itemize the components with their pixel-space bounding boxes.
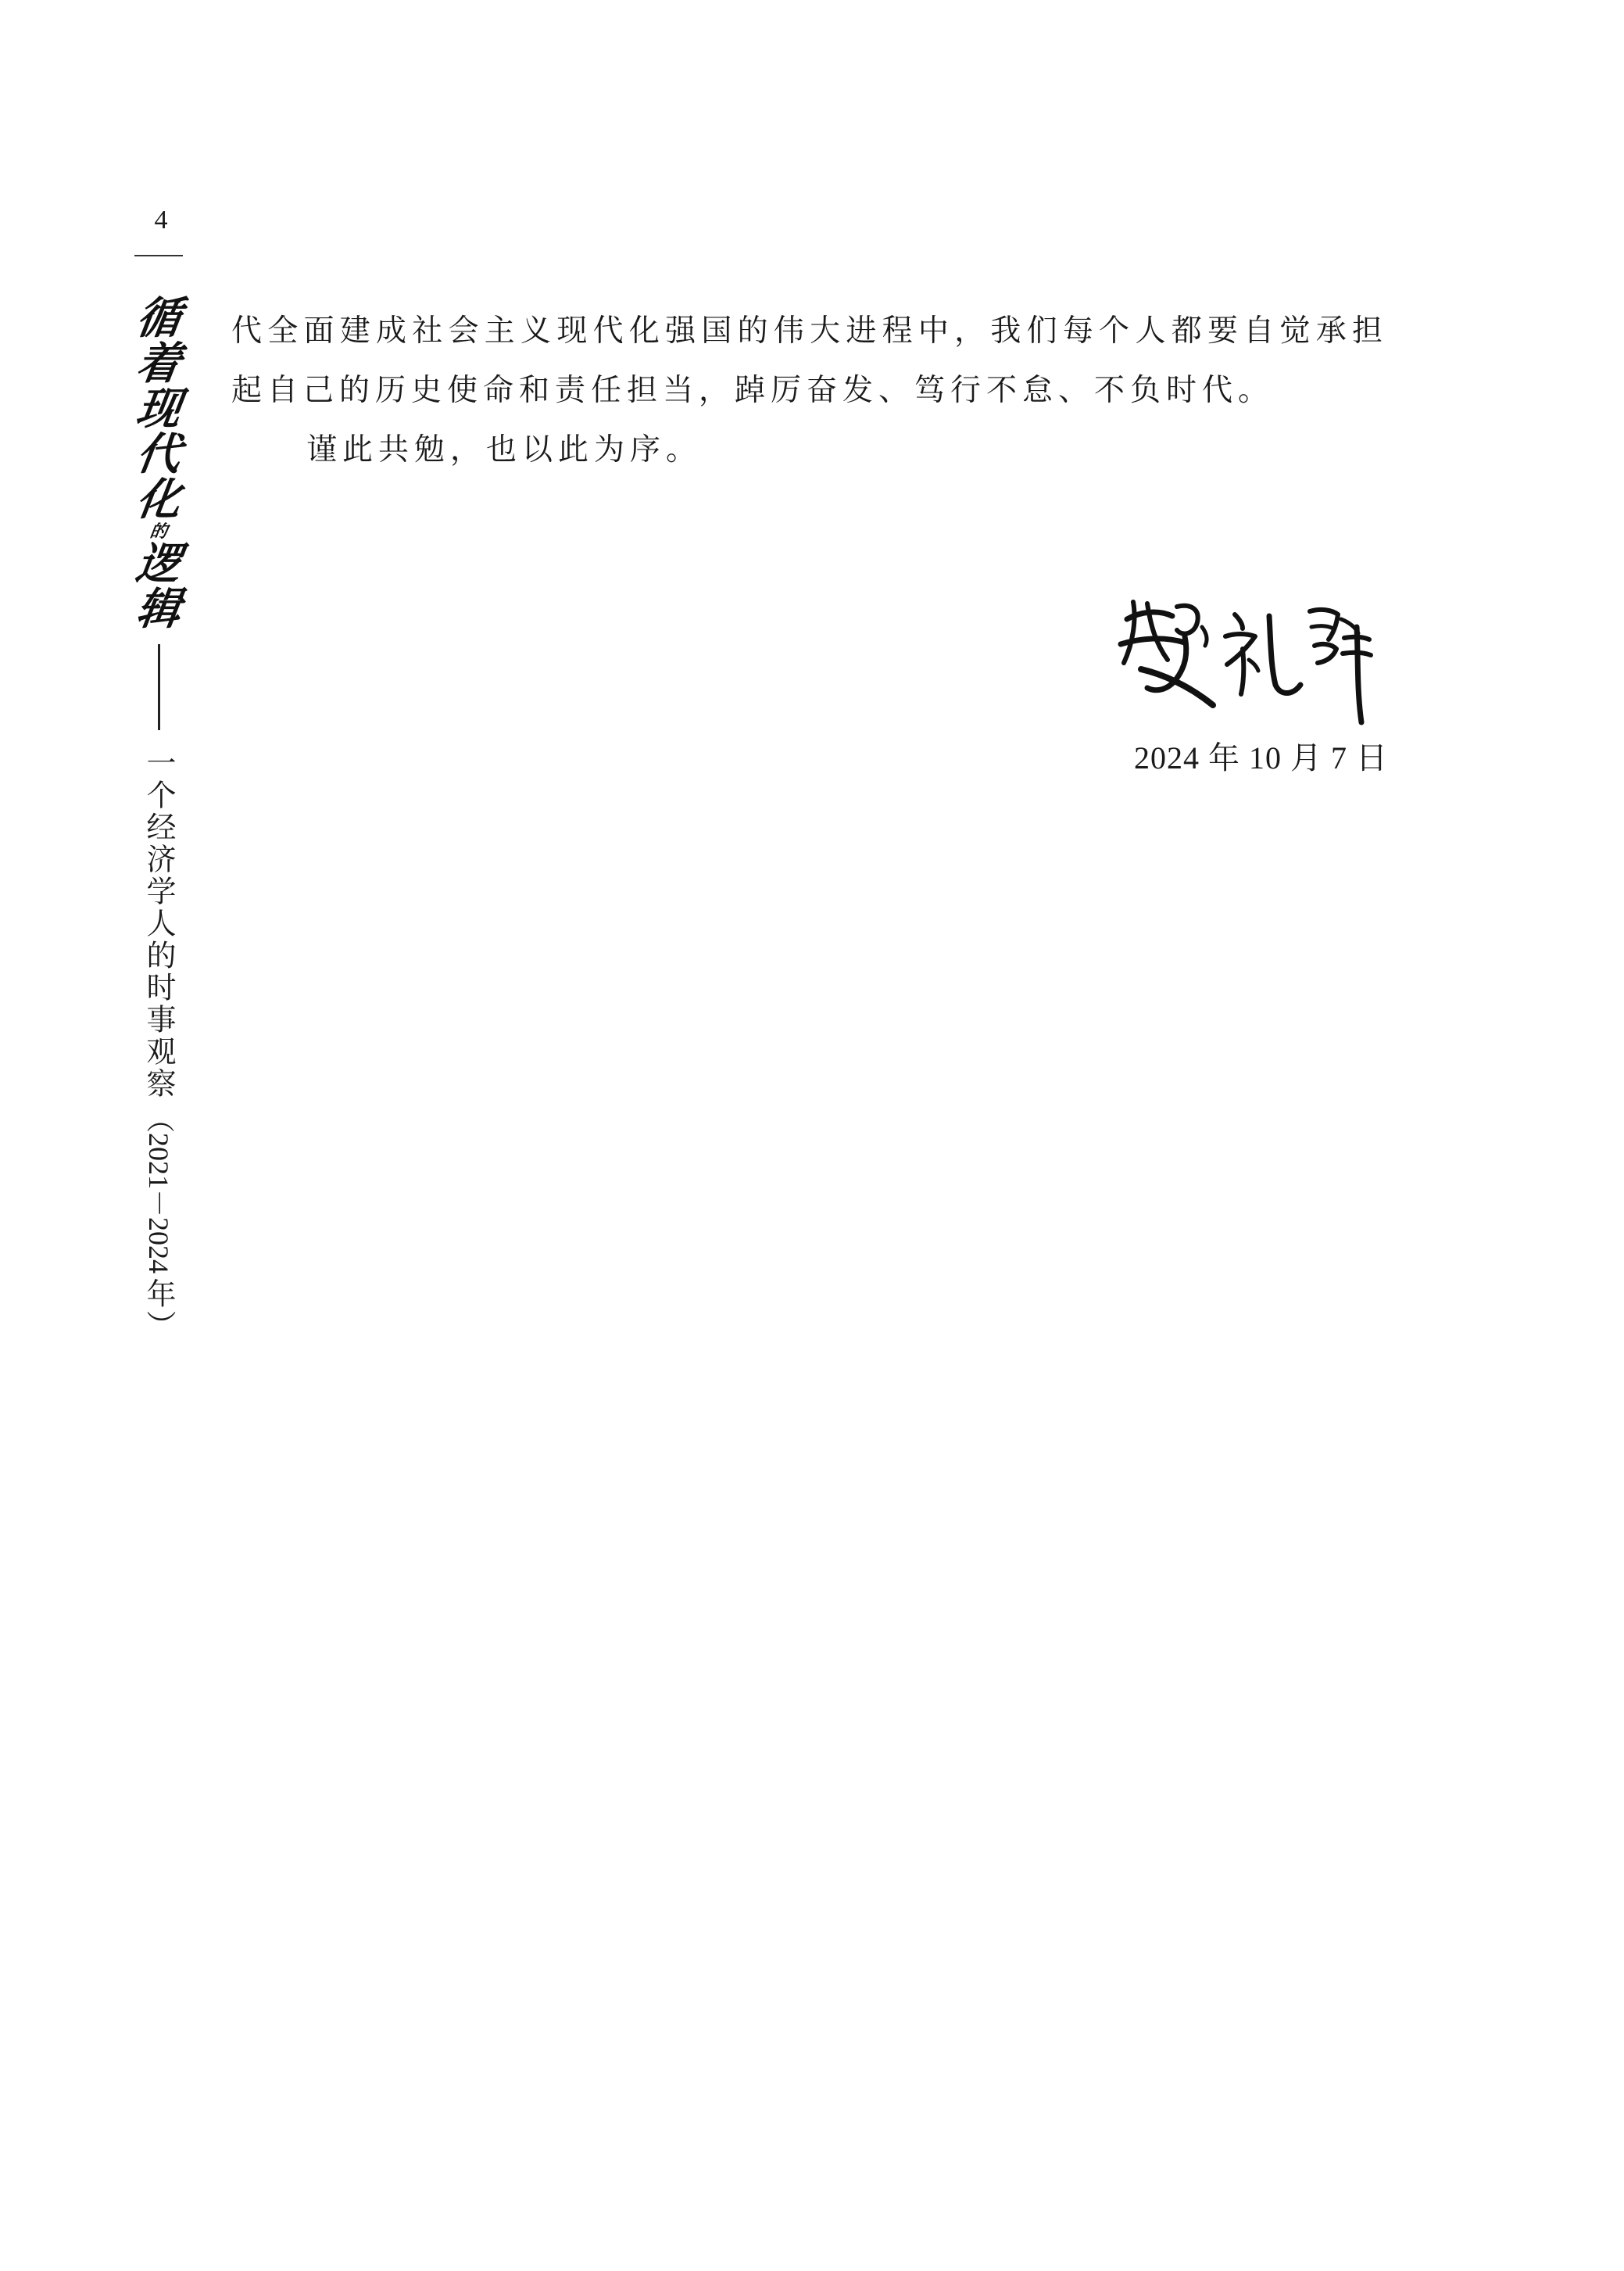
title-char: 的: [148, 521, 169, 542]
title-char: 现: [133, 383, 184, 435]
body-paragraph-2: 谨此共勉，也以此为序。: [306, 432, 703, 467]
calligraphy-book-title: [131, 292, 186, 635]
date-line: 2024 年 10 月 7 日: [1134, 740, 1388, 776]
title-char: 化: [133, 474, 184, 525]
title-char: 代: [133, 428, 184, 480]
body-text: [231, 302, 1388, 480]
title-char: 循: [133, 292, 184, 344]
running-head-years: （2021－2024: [143, 1105, 174, 1274]
page-number-rule: [134, 255, 183, 256]
running-head-tail: 年）: [141, 1278, 176, 1343]
title-char: 辑: [133, 583, 184, 635]
running-head: [131, 292, 186, 1343]
body-paragraph-1: 代全面建成社会主义现代化强国的伟大进程中，我们每个人都要自觉承担起自己的历史使命和责任担当，踔厉奋发、笃行不怠、不负时代。: [231, 313, 1388, 408]
running-head-dash: [158, 644, 160, 730]
title-char: 逻: [133, 538, 184, 589]
title-char: 着: [133, 338, 184, 389]
author-signature: [1110, 588, 1375, 729]
running-head-subtitle: 一个经济学人的时事观察: [141, 747, 176, 1100]
page-number: 4: [154, 206, 168, 235]
